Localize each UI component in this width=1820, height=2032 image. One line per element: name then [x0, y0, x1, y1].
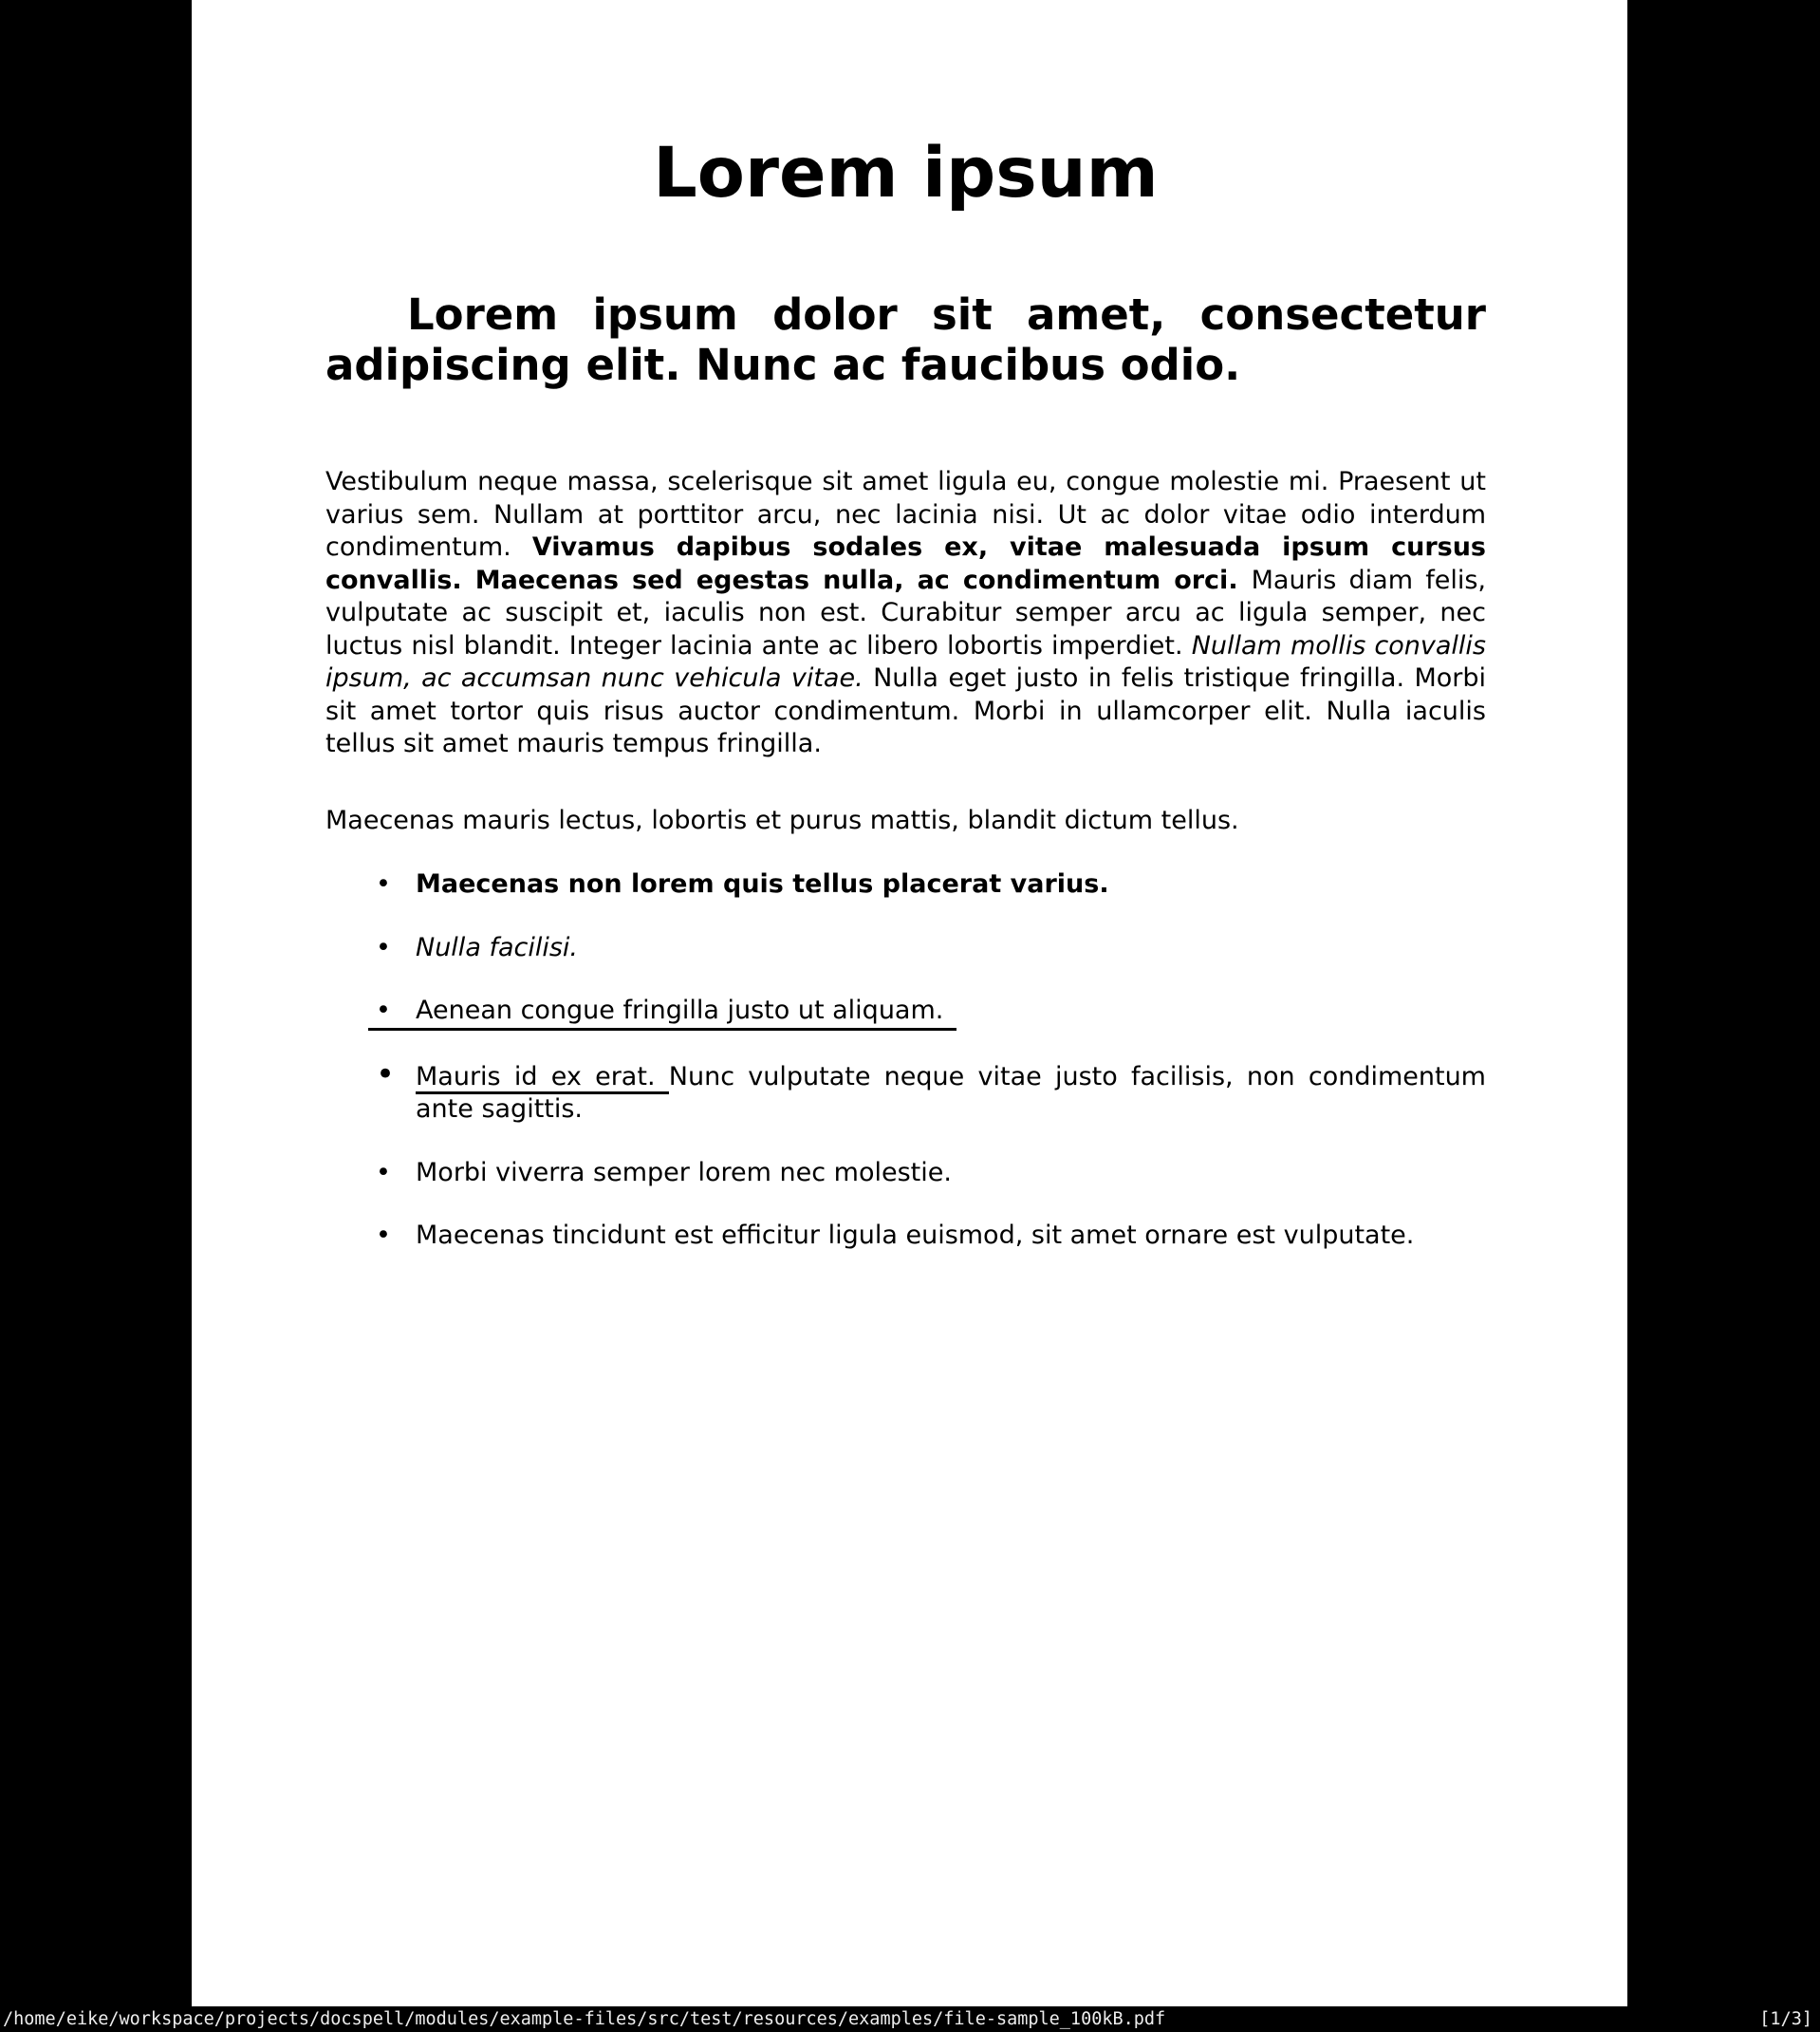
list-item: [376, 1220, 1486, 1253]
bullet-icon: •: [376, 869, 391, 899]
text-run: Vestibulum neque massa, scelerisque sit amet ligula eu, congue molestie mi. Praesent ut varius sem. Nullam at porttitor arcu, nec lacinia nisi. Ut ac dolor vitae odio interdum condimentum.: [325, 467, 1486, 562]
bullet-icon: •: [376, 932, 391, 962]
file-path: /home/eike/workspace/projects/docspell/modules/example-files/src/test/resources/examples/file-sample_100kB.pdf: [3, 2009, 1166, 2029]
text-run-bold: Vivamus dapibus sodales ex, vitae malesuada ipsum cursus convallis. Maecenas sed egestas nulla, ac condimentum orci.: [325, 532, 1486, 595]
underlined-phrase: Mauris id ex erat.: [416, 1062, 669, 1094]
bullet-icon: •: [376, 1054, 396, 1093]
list-item: [376, 1157, 1486, 1190]
list-item-text: Maecenas tincidunt est efficitur ligula euismod, sit amet ornare est vulputate.: [416, 1221, 1415, 1250]
bullet-icon: •: [376, 1221, 391, 1250]
document-title: Lorem ipsum: [653, 133, 1159, 214]
list-item: [376, 868, 1486, 902]
status-bar: [0, 2006, 1820, 2032]
document-heading: Lorem ipsum dolor sit amet, consectetur adipiscing elit. Nunc ac faucibus odio.: [325, 289, 1486, 390]
document-page[interactable]: [192, 0, 1627, 2006]
list-item-text: Morbi viverra semper lorem nec molestie.: [416, 1157, 952, 1187]
list-item-text: Nulla facilisi.: [416, 932, 578, 962]
bullet-icon: •: [376, 1157, 391, 1187]
text-run: Nulla eget justo in felis tristique fringilla. Morbi sit amet tortor quis risus auctor condimentum. Morbi in ullamcorper elit. Nulla iaculis tellus sit amet mauris tempus fringilla.: [325, 663, 1486, 758]
text-run: Nunc vulputate neque vitae justo facilisis, non condimentum ante sagittis.: [416, 1061, 1486, 1124]
bullet-icon: •: [376, 996, 391, 1025]
list-item-text: Aenean congue fringilla justo ut aliquam.: [416, 996, 944, 1025]
bullet-list: [325, 868, 1486, 1253]
paragraph-intro-list: Maecenas mauris lectus, lobortis et purus mattis, blandit dictum tellus.: [325, 805, 1239, 835]
list-item: [376, 932, 1486, 965]
list-item-text: Maecenas non lorem quis tellus placerat varius.: [416, 869, 1109, 899]
list-item: [376, 995, 1486, 1031]
underlined-line: [368, 995, 956, 1031]
text-run: Mauris diam felis, vulputate ac suscipit et, iaculis non est. Curabitur semper arcu ac ligula semper, nec luctus nisl blandit. Integer lacinia ante ac libero lobortis imperdiet.: [325, 565, 1486, 661]
list-item-text: [416, 1061, 1486, 1127]
list-item: [376, 1054, 1486, 1127]
text-run-italic: Nullam mollis convallis ipsum, ac accumsan nunc vehicula vitae.: [325, 630, 1486, 693]
paragraph-body: [325, 466, 1486, 761]
page-indicator: [1/3]: [1759, 2009, 1812, 2029]
